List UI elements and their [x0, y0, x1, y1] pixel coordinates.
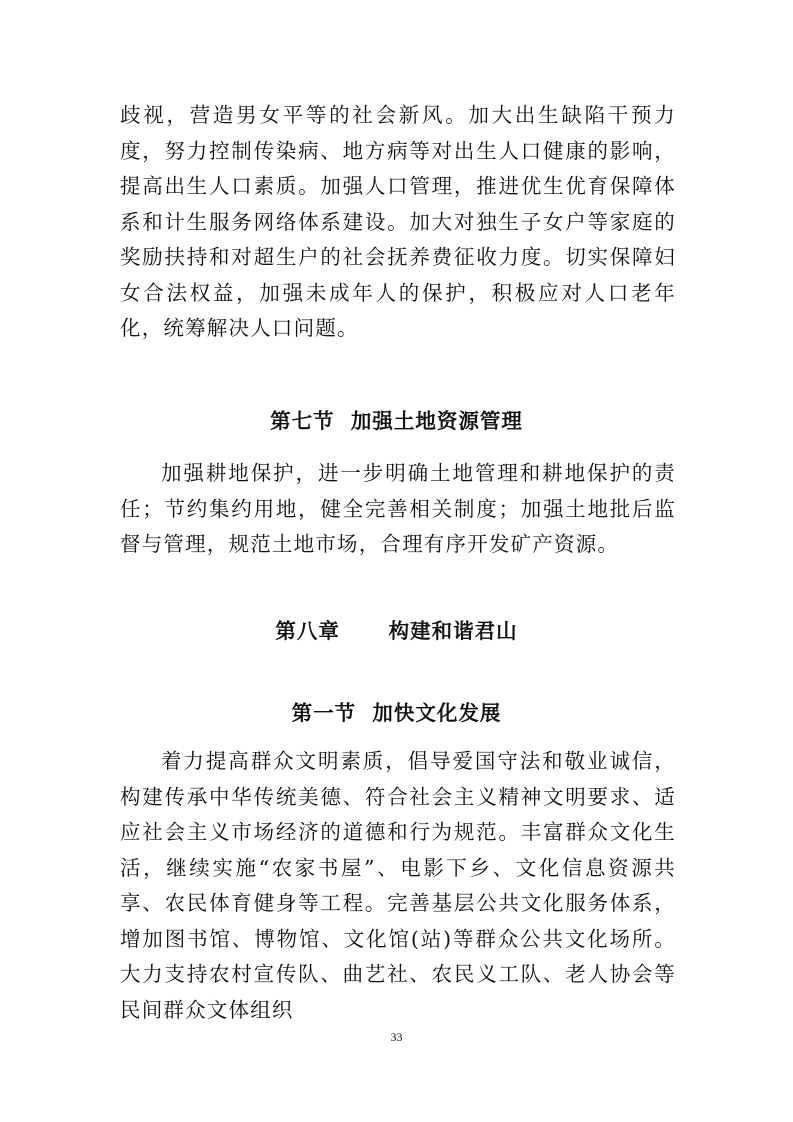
- page-number: 33: [390, 1030, 403, 1044]
- chapter-heading-harmonious-junshan: 第八章 构建和谐君山: [275, 619, 518, 643]
- paragraph-culture-development: 着力提高群众文明素质，倡导爱国守法和敬业诚信，构建传承中华传统美德、符合社会主义精神文明要求、适应社会主义市场经济的道德和行为规范。丰富群众文化生活，继续实施“农家书屋”、电影下乡、文化信息资源共享、农民体育健身等工程。完善基层公共文化服务体系，增加图书馆、博物馆、文化馆(站)等群众公共文化场所。大力支持农村宣传队、曲艺社、农民义工队、老人协会等民间群众文体组织: [120, 749, 676, 1022]
- section-heading-culture-development: 第一节 加快文化发展: [291, 701, 502, 725]
- paragraph-land-protection: 加强耕地保护，进一步明确土地管理和耕地保护的责任；节约集约用地，健全完善相关制度；加强土地批后监督与管理，规范土地市场，合理有序开发矿产资源。: [120, 461, 676, 556]
- section-heading-land-resources: 第七节 加强土地资源管理: [270, 409, 523, 433]
- paragraph-population-management: 歧视，营造男女平等的社会新风。加大出生缺陷干预力度，努力控制传染病、地方病等对出生人口健康的影响，提高出生人口素质。加强人口管理，推进优生优育保障体系和计生服务网络体系建设。加大对独生子女户等家庭的奖励扶持和对超生户的社会抚养费征收力度。切实保障妇女合法权益，加强未成年人的保护，积极应对人口老年化，统筹解决人口问题。: [120, 103, 676, 340]
